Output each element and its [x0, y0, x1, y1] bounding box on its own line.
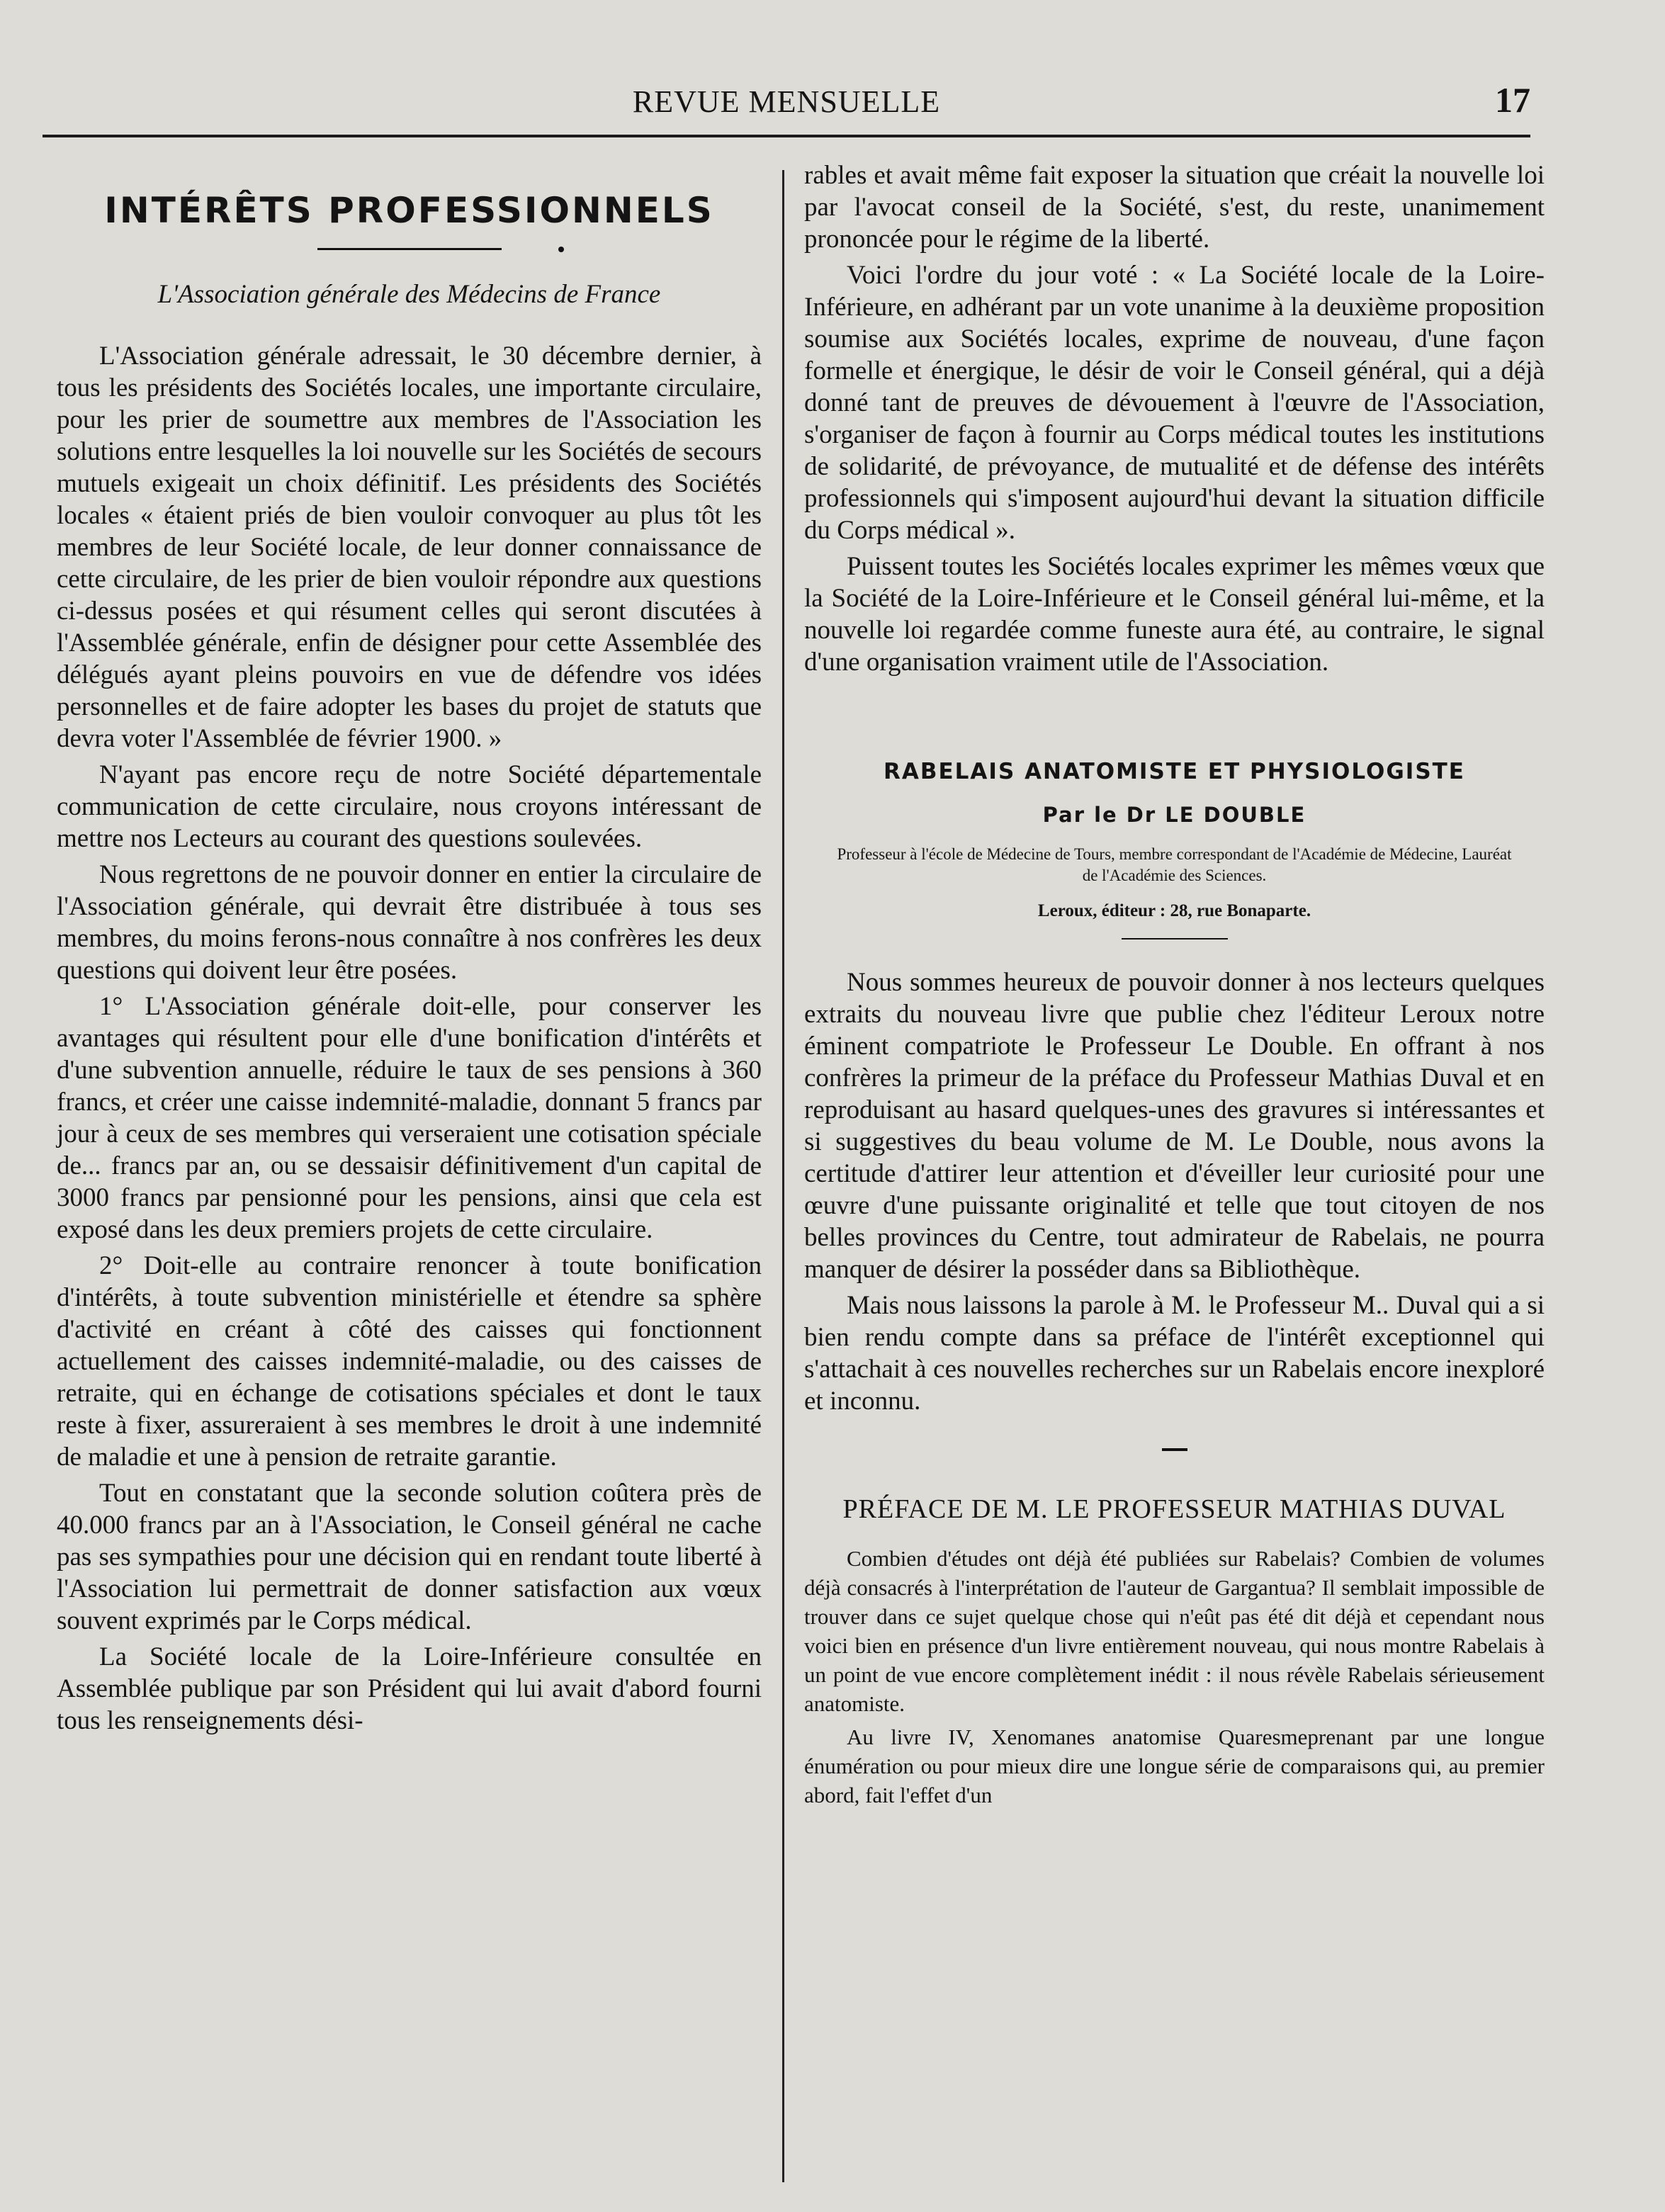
continuation-paragraph: rables et avait même fait exposer la situation que créait la nouvelle loi par l'avocat conseil de la Société, s'est, du reste, unanimement prononcée pour le régime de la liberté.	[804, 161, 1545, 254]
section-title: INTÉRÊTS PROFESSIONNELS	[104, 190, 714, 231]
left-column	[57, 159, 762, 1741]
subsection-title: L'Association générale des Médecins de France	[157, 280, 661, 309]
running-head	[43, 80, 1530, 126]
paragraph: N'ayant pas encore reçu de notre Société départementale communication de cette circulaire, nous croyons intéressant de mettre nos Lecteurs au courant des questions soulevées.	[57, 760, 762, 853]
header-rule	[43, 135, 1530, 137]
paragraph: Combien d'études ont déjà été publiées sur Rabelais? Combien de volumes déjà consacrés à l'interprétation de l'auteur de Gargantua? Il semblait impossible de trouver dans ce sujet quelque chose qui n'eût pas été dit déjà et cependant nous voici bien en présence d'un livre entièrement nouveau, qui nous montre Rabelais à un point de vue encore complètement inédit : il nous révèle Rabelais sérieusement anatomiste.	[804, 1546, 1545, 1716]
article-rule	[1122, 938, 1228, 939]
author-credentials: Professeur à l'école de Médecine de Tours, membre correspondant de l'Académie de Médecine, Lauréat de l'Académie des Sciences.	[837, 845, 1512, 884]
separator-rule	[1162, 1448, 1187, 1451]
publisher-line: Leroux, éditeur : 28, rue Bonaparte.	[1037, 901, 1311, 920]
paragraph: Au livre IV, Xenomanes anatomise Quaresmeprenant par une longue énumération ou pour mieux dire une longue série de comparaisons qui, au premier abord, fait l'effet d'un	[804, 1725, 1545, 1807]
running-title: REVUE MENSUELLE	[632, 84, 941, 119]
paragraph: L'Association générale adressait, le 30 décembre dernier, à tous les présidents des Sociétés locales, une importante circulaire, pour les prier de soumettre aux membres de l'Association les solutions entre lesquelles la loi nouvelle sur les Sociétés de secours mutuels exigeait un choix définitif. Les présidents des Sociétés locales « étaient priés de bien vouloir convoquer au plus tôt les membres de leur Société locale, de leur donner connaissance de cette circulaire, de les prier de bien vouloir répondre aux questions ci-dessus posées et qui résument celles qui seront discutées à l'Assemblée générale, enfin de désigner pour cette Assemblée des délégués ayant pleins pouvoirs en vue de défendre vos idées personnelles et de faire adopter les bases du projet de statuts que devra voter l'Assemblée de février 1900. »	[57, 342, 762, 753]
section-rule	[317, 248, 502, 250]
article-title: RABELAIS ANATOMISTE ET PHYSIOLOGISTE	[884, 759, 1465, 784]
paragraph: Tout en constatant que la seconde solution coûtera près de 40.000 francs par an à l'Association, le Conseil général ne cache pas ses sympathies pour une décision qui en rendant toute liberté à l'Association lui permettrait de donner satisfaction aux vœux souvent exprimés par le Corps médical.	[57, 1479, 762, 1635]
article-author: Par le Dr LE DOUBLE	[1042, 803, 1306, 827]
preface-title: PRÉFACE DE M. LE PROFESSEUR MATHIAS DUVAL	[842, 1494, 1506, 1524]
page-number: 17	[1495, 80, 1530, 120]
paragraph: Nous regrettons de ne pouvoir donner en entier la circulaire de l'Association générale, qui devrait être distribuée à tous ses membres, du moins ferons-nous connaître à nos confrères les deux questions qui doivent leur être posées.	[57, 860, 762, 985]
paragraph: Puissent toutes les Sociétés locales exprimer les mêmes vœux que la Société de la Loire-Inférieure et le Conseil général lui-même, et la nouvelle loi regardée comme funeste aura été, au contraire, le signal d'une organisation vraiment utile de l'Association.	[804, 552, 1545, 677]
paragraph: La Société locale de la Loire-Inférieure consultée en Assemblée publique par son Président qui lui avait d'abord fourni tous les renseignements dési-	[57, 1642, 762, 1735]
paragraph: 2° Doit-elle au contraire renoncer à toute bonification d'intérêts, à toute subvention ministérielle et étendre sa sphère d'activité en créant à côté des caisses qui fonctionnent actuellement des caisses indemnité-maladie, ou des caisses de retraite, qui en échange de cotisations spéciales et dont le taux reste à fixer, assureraient à ses membres le droit à une indemnité de maladie et une à pension de retraite garantie.	[57, 1251, 762, 1472]
column-divider	[782, 170, 784, 2182]
paragraph: Voici l'ordre du jour voté : « La Société locale de la Loire-Inférieure, en adhérant par un vote unanime à la deuxième proposition soumise aux Sociétés locales, exprime de nouveau, d'une façon formelle et énergique, le désir de voir le Conseil général, qui a déjà donné tant de preuves de dévouement à l'œuvre de l'Association, s'organiser de façon à fournir au Corps médical toutes les institutions de solidarité, de prévoyance, de mutualité et de défense des intérêts professionnels qui s'imposent aujourd'hui devant la situation difficile du Corps médical ».	[804, 261, 1545, 545]
paragraph: 1° L'Association générale doit-elle, pour conserver les avantages qui résultent pour elle d'une bonification d'intérêts et d'une subvention annuelle, réduire le taux de ses pensions à 360 francs, et créer une caisse indemnité-maladie, donnant 5 francs par jour à ceux de ses membres qui verseraient une cotisation spéciale de... francs par an, ou se dessaisir définitivement d'un capital de 3000 francs par pensionné pour les pensions, ainsi que cela est exposé dans les deux premiers projets de cette circulaire.	[57, 992, 762, 1244]
paragraph: Mais nous laissons la parole à M. le Professeur M.. Duval qui a si bien rendu compte dans sa préface de l'intérêt exceptionnel qui s'attachait à ces nouvelles recherches sur un Rabelais encore inexploré et inconnu.	[804, 1291, 1545, 1416]
paragraph: Nous sommes heureux de pouvoir donner à nos lecteurs quelques extraits du nouveau livre que publie chez l'éditeur Leroux notre éminent compatriote le Professeur Le Double. En offrant à nos confrères la primeur de la préface du Professeur Mathias Duval et en reproduisant au hasard quelques-unes des gravures si intéressantes et si suggestives du beau volume de M. Le Double, nous avons la certitude d'attirer leur attention et d'éveiller leur curiosité pour une œuvre d'une puissante originalité et telle que tout citoyen de nos belles provinces du Centre, tout admirateur de Rabelais, ne pourra manquer de désirer la posséder dans sa Bibliothèque.	[804, 968, 1545, 1284]
right-column	[804, 159, 1545, 1814]
